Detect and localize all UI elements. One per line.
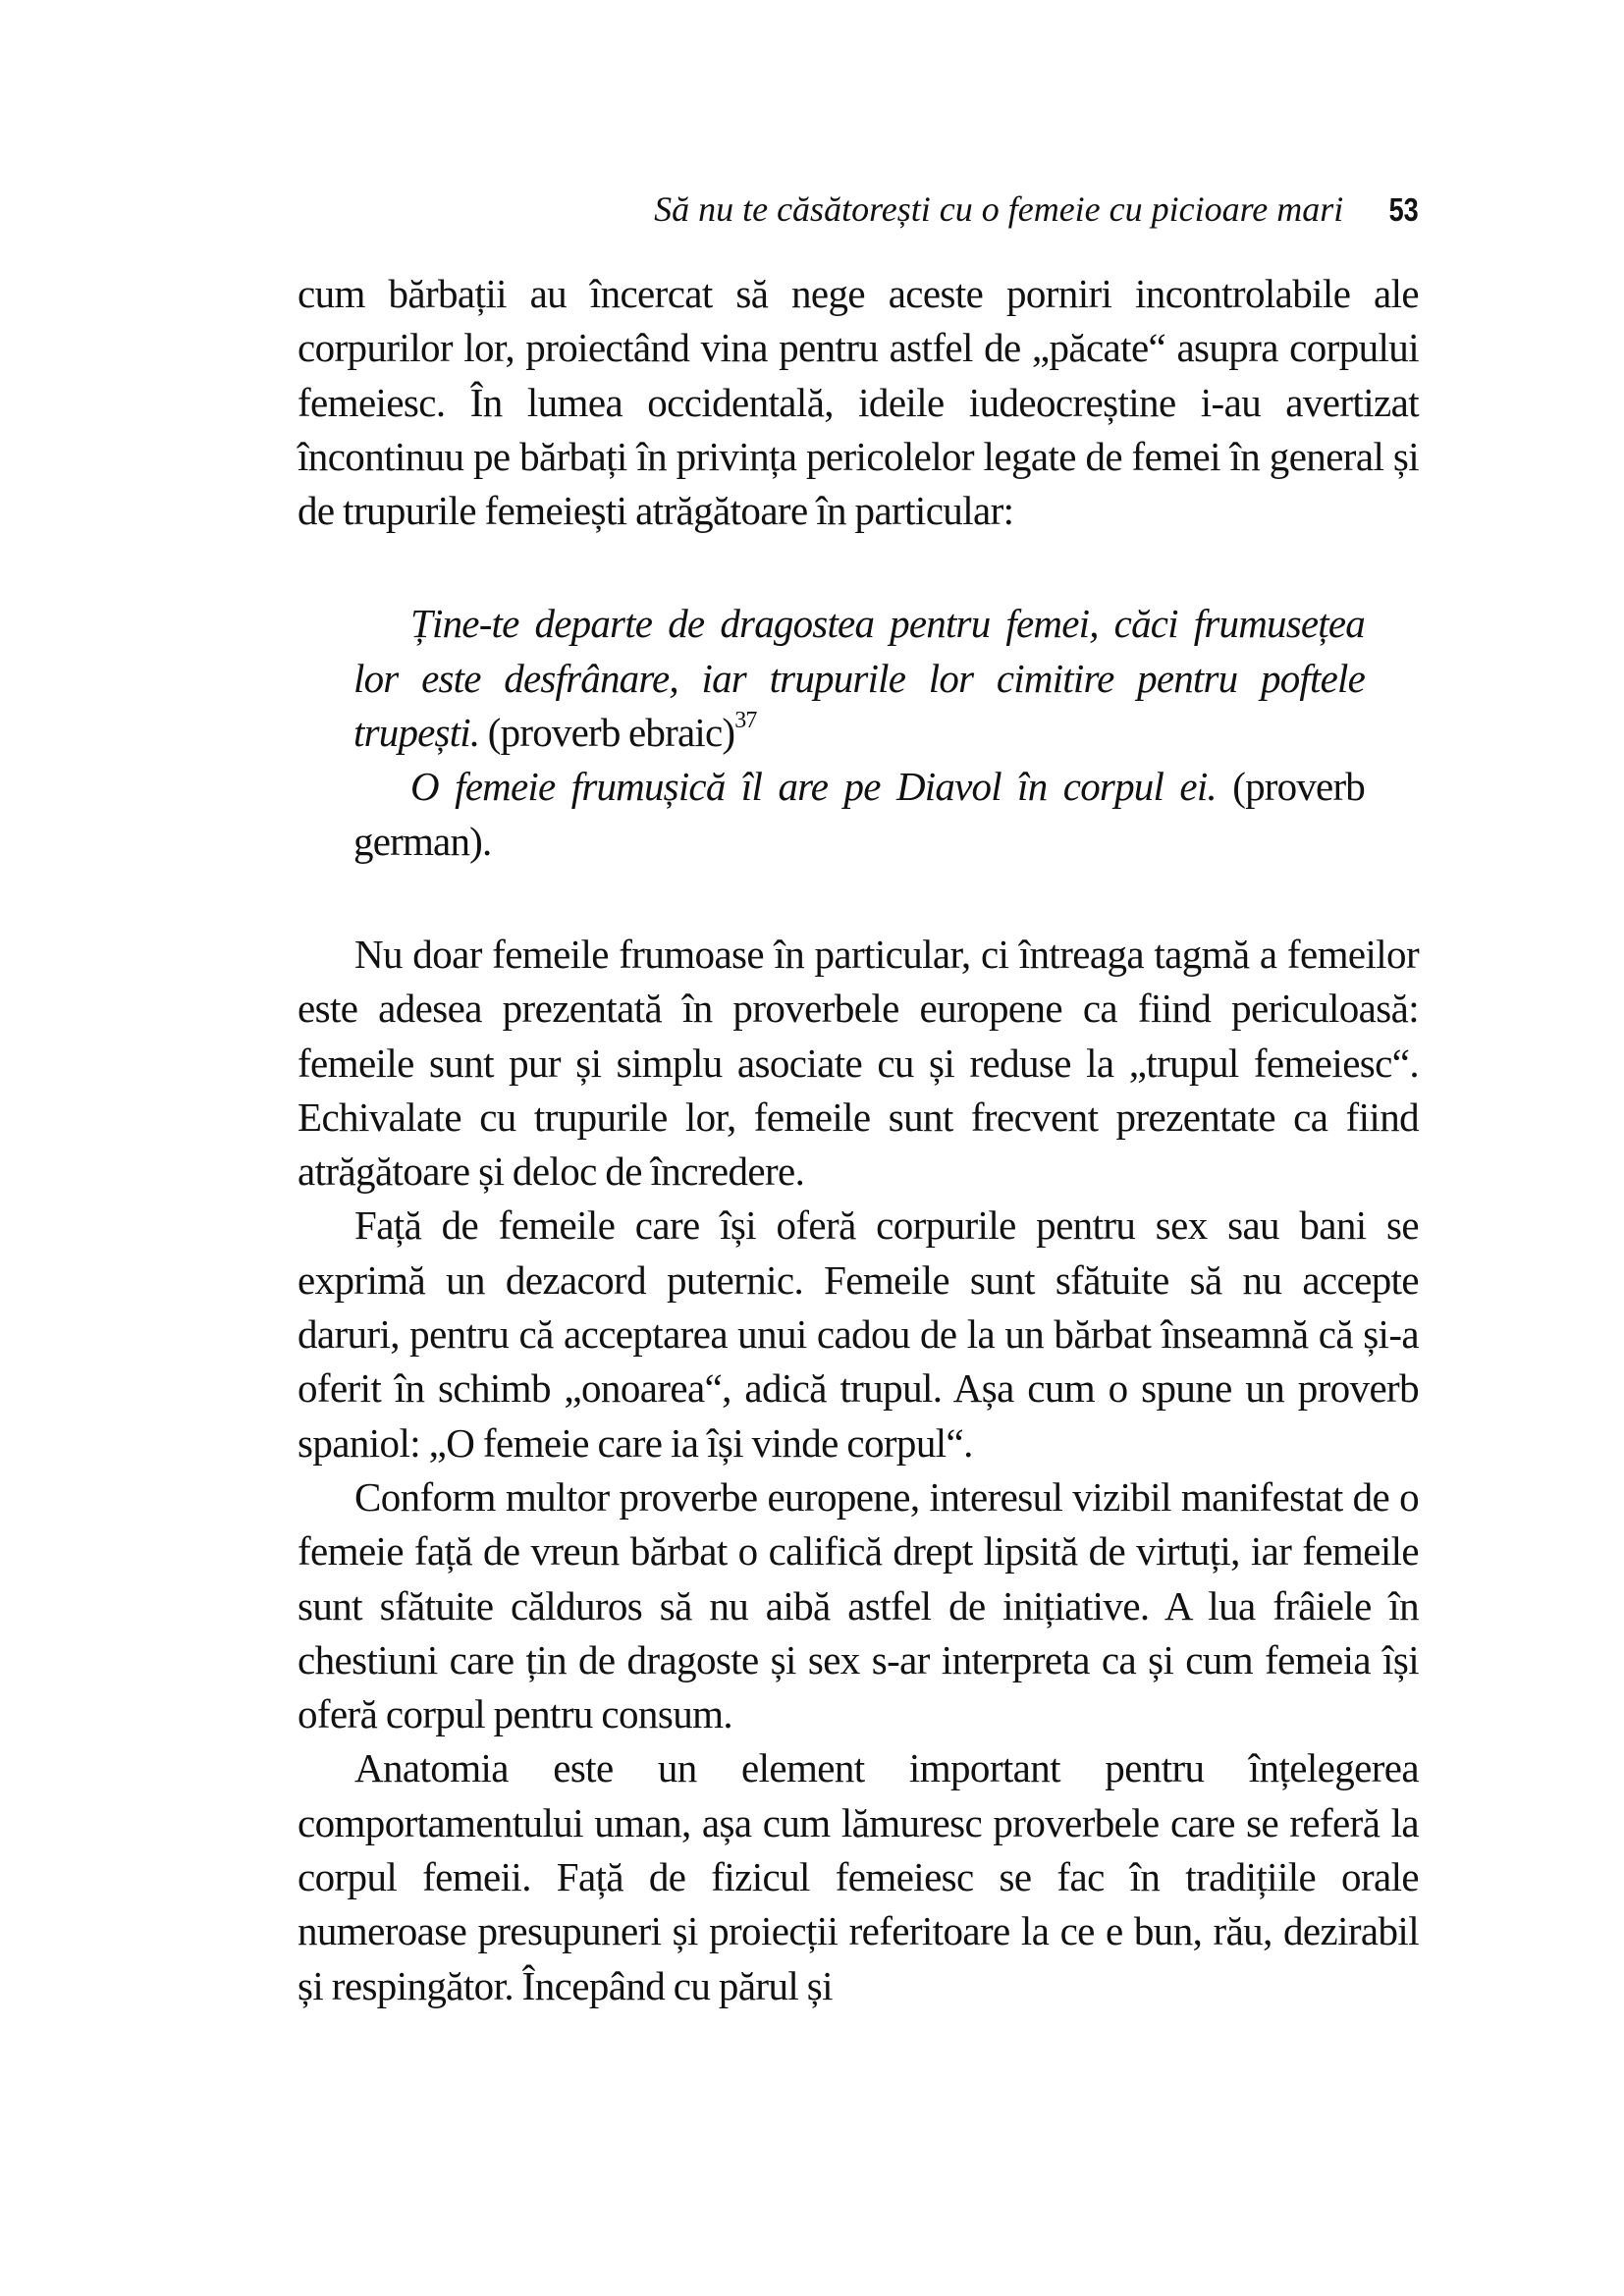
proverb-hebrew (353, 597, 1365, 760)
proverb-hebrew-attribution: (proverb ebraic) (479, 710, 735, 756)
page-number: 53 (1388, 191, 1419, 228)
body-text (298, 267, 1419, 2013)
proverb-german-attribution: (proverb german). (353, 764, 1365, 864)
proverb-german (353, 760, 1365, 869)
paragraph-1: cum bărbații au încercat să nege aceste porniri incontrolabile ale corpurilor lor, proiectând vina pentru astfel de „păcate“ asupra corpului femeiesc. În lumea occidentală, ideile iudeocreștine i-au avertizat încontinuu pe bărbați în privința pericolelor legate de femei în general și de trupurile femeiești atrăgătoare în particular: (298, 271, 1419, 534)
proverb-hebrew-text: Ține-te departe de dragostea pentru femei, căci frumusețea lor este desfrânare, iar trupurile lor cimitire pentru poftele trupești. (353, 601, 1365, 756)
paragraph-4: Conform multor proverbe europene, interesul vizibil manifestat de o femeie față de vreun bărbat o califică drept lipsită de virtuți, iar femeile sunt sfătuite călduros să nu aibă astfel de inițiative. A lua frâiele în chestiuni care țin de dragoste și sex s-ar interpreta ca și cum femeia își oferă corpul pentru consum. (298, 1473, 1419, 1737)
running-head (298, 188, 1419, 238)
proverb-quote-block (353, 597, 1365, 868)
paragraph-3: Față de femeile care își oferă corpurile pentru sex sau bani se exprimă un dezacord puternic. Femeile sunt sfătuite să nu accepte daruri, pentru că acceptarea unui cadou de la un bărbat înseamnă că și-a oferit în schimb „onoarea“, adică trupul. Așa cum o spune un proverb spaniol: „O femeie care ia își vinde corpul“. (298, 1202, 1419, 1466)
paragraph-2: Nu doar femeile frumoase în particular, ci întreaga tagmă a femeilor este adesea prezentată în proverbele europene ca fiind periculoasă: femeile sunt pur și simplu asociate cu și reduse la „trupul femeiesc“. Echivalate cu trupurile lor, femeile sunt frecvent prezentate ca fiind atrăgătoare și deloc de încredere. (298, 931, 1419, 1195)
proverb-german-text: O femeie frumușică îl are pe Diavol în corpul ei. (410, 764, 1217, 810)
chapter-title: Să nu te căsătorești cu o femeie cu picioare mari (654, 189, 1344, 229)
footnote-marker[interactable]: 37 (734, 708, 757, 734)
paragraph-5: Anatomia este un element important pentru înțelegerea comportamentului uman, așa cum lămuresc proverbele care se referă la corpul femeii. Față de fizicul femeiesc se fac în tradițiile orale numeroase presupuneri și proiecții referitoare la ce e bun, rău, dezirabil și respingător. Începând cu părul și (298, 1745, 1419, 2008)
